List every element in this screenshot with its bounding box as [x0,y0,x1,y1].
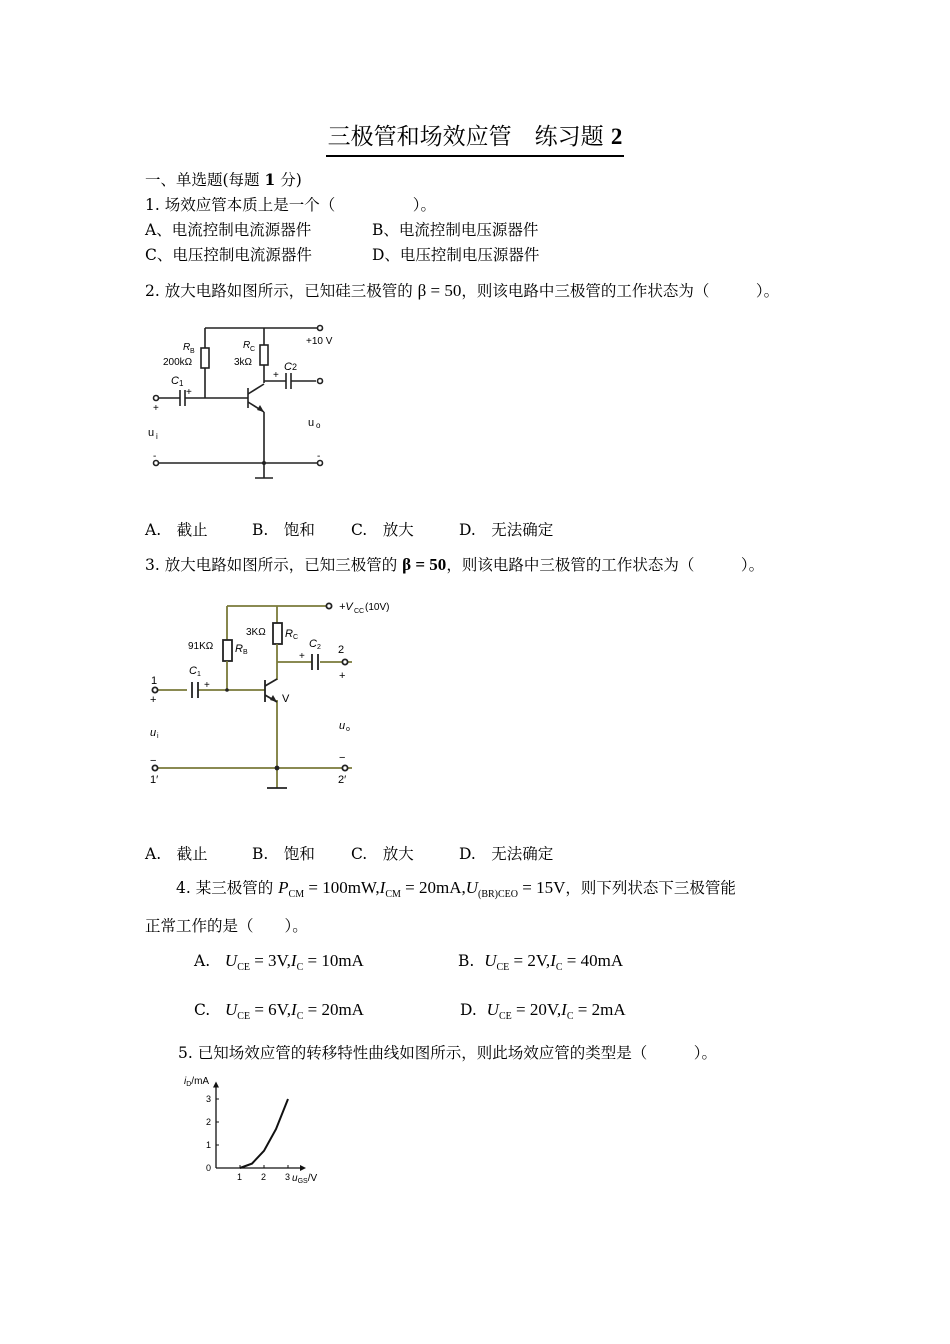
q4-d-u-val: = 20V, [511,1000,562,1019]
uo-sub: o [346,726,350,733]
rb-value: 200kΩ [163,357,193,368]
q3-option-d: D. 无法确定 [459,845,554,863]
y-axis-label-sub: D [186,1081,192,1088]
q4-option-d [460,1000,626,1022]
uo-sub: o [316,421,321,430]
circuit-diagram-q2 [140,318,360,488]
rb-sub: B [243,649,248,656]
y-axis-arrow [213,1082,219,1088]
q2-option-a: A. 截止 [145,521,208,539]
uo-label: u [339,720,346,732]
q2-stem-a: 2. 放大电路如图所示，已知硅三极管的 [145,282,413,300]
question-3-stem [145,553,764,575]
c2-label: C [284,361,292,373]
q4-b-i-val: = 40mA [562,951,624,970]
ui-sub: i [157,733,159,740]
rc-sub: C [293,634,299,641]
y-axis-label [184,1076,209,1088]
vcc-value: (10V) [365,602,390,613]
node-1: 1 [151,675,158,687]
q2-beta: β = 50 [417,281,462,300]
vcc-label: +10 V [306,336,333,347]
y-tick-label: 1 [206,1140,212,1150]
y-tick-label: 2 [206,1117,212,1127]
q1-option-c: C、电压控制电流源器件 [145,246,312,264]
param-icm-sym: I [379,878,386,897]
transistor-label: V [282,693,290,705]
node-1-prime: 1′ [150,774,159,786]
chart-axes [213,1082,306,1172]
section-label: 一、单选题(每题 [145,171,265,189]
q4-a-u-sub: CE [237,962,250,973]
q4-c-u: U [225,1000,238,1019]
q4-stem-b: ，则下列状态下三极管能 [565,879,736,897]
q4-a-i-sub: C [296,962,304,973]
q2-option-c: C. 放大 [351,521,414,539]
q4-option-a [194,951,364,973]
q4-b-i: I [550,951,556,970]
input-plus: + [153,403,159,414]
node-2: 2 [338,644,345,656]
rc-label: R [285,628,293,640]
q4-d-u-sub: CE [498,1011,512,1022]
rc-value: 3kΩ [234,357,253,368]
q3-option-b: B. 饱和 [252,845,315,863]
output-minus: - [317,451,321,462]
param-pcm-sub: CM [288,889,305,900]
q3-stem-b: ，则该电路中三极管的工作状态为（ ）。 [446,556,765,574]
circuit-diagram-q3 [140,595,420,800]
q4-a-i-val: = 10mA [303,951,364,970]
y-axis-label-unit: /mA [191,1076,210,1087]
section-suffix: 分) [275,171,302,189]
x-tick-label: 1 [237,1172,243,1182]
q4-c-u-sub: CE [237,1011,251,1022]
q2-stem-b: ，则该电路中三极管的工作状态为（ ）。 [461,282,780,300]
uo-label: u [308,417,315,429]
x-axis-arrow [300,1165,306,1171]
q4-a-u-val: = 3V, [249,951,291,970]
c1-sub: 1 [179,379,184,388]
c2-sub: 2 [317,644,321,651]
c1-plus: + [186,387,192,398]
q4-stem-a: 4. 某三极管的 [176,879,274,897]
q2-option-d: D. 无法确定 [459,521,554,539]
param-pcm-val: = 100mW, [304,878,380,897]
section-header [145,168,302,190]
transfer-characteristic-chart [170,1068,340,1193]
q3-option-c: C. 放大 [351,845,414,863]
q4-c-i: I [291,1000,297,1019]
rb-value: 91KΩ [188,641,214,652]
c1-label: C [189,665,197,677]
q4-b-i-sub: C [555,962,563,973]
q4-d-i: I [561,1000,567,1019]
c1-sub: 1 [197,671,201,678]
y-tick-label: 0 [206,1163,212,1173]
q4-d-u: U [486,1000,499,1019]
q4-option-c [194,1000,364,1022]
x-axis-label-unit: /V [307,1173,318,1184]
vcc-sub: CC [354,608,365,615]
q1-option-d: D、电压控制电压源器件 [372,246,540,264]
q4-a-u: U [224,951,238,970]
question-4-stem [176,876,736,900]
title-text: 三极管和场效应管 练习题 [327,124,611,150]
c2-plus: + [273,370,279,381]
param-ubr-sym: U [465,878,479,897]
rc-sub: C [250,346,256,353]
rc-value: 3KΩ [246,627,266,638]
q4-b-u: U [484,951,497,970]
rb-label: R [183,342,191,353]
q4-b-u-sub: CE [496,962,510,973]
chart-ticks [206,1094,290,1182]
c2-label: C [309,638,317,650]
page-title [0,118,950,157]
series-line [240,1099,288,1168]
q4-option-b [458,951,623,973]
param-ubr-sub: (BR)CEO [478,889,519,900]
question-5-stem: 5. 已知场效应管的转移特性曲线如图所示，则此场效应管的类型是（ ）。 [178,1044,717,1062]
input-minus: - [153,451,157,462]
param-pcm-sym: P [278,878,289,897]
q4-d-i-val: = 2mA [573,1000,626,1019]
q4-a-label: A. [194,952,211,970]
ui-sub: i [156,432,158,441]
vcc-label: +V [339,601,353,613]
param-icm-val: = 20mA, [400,878,466,897]
section-points: 1 [264,170,276,189]
x-tick-label: 3 [285,1172,291,1182]
c2-plus: + [299,651,305,662]
x-axis-label-sub: GS [297,1178,308,1185]
c1-label: C [171,375,179,387]
x-axis-label-var: u [292,1173,298,1184]
q4-c-u-val: = 6V, [250,1000,292,1019]
q4-b-u-val: = 2V, [509,951,551,970]
c2-sub: 2 [292,362,298,372]
q3-stem-a: 3. 放大电路如图所示，已知三极管的 [145,556,398,574]
q4-d-i-sub: C [566,1011,574,1022]
q4-c-i-val: = 20mA [303,1000,364,1019]
q4-params [278,878,566,900]
x-tick-label: 2 [261,1172,267,1182]
output-minus: − [339,752,346,764]
y-tick-label: 3 [206,1094,212,1104]
q4-stem-c: 正常工作的是（ ）。 [145,917,308,935]
q3-option-a: A. 截止 [145,845,208,863]
param-icm-sub: CM [385,889,401,900]
rb-label: R [235,643,243,655]
param-ubr-val: = 15V [518,878,566,897]
ui-label: u [148,427,155,439]
input-plus: + [150,694,157,706]
q4-b-label: B. [458,952,475,970]
x-axis-label [292,1173,317,1185]
rc-label: R [243,340,251,351]
output-plus: + [339,670,346,682]
q2-option-b: B. 饱和 [252,521,315,539]
q4-d-label: D. [460,1001,477,1019]
q4-c-label: C. [194,1001,211,1019]
node-2-prime: 2′ [338,774,347,786]
title-number: 2 [610,124,623,149]
c1-plus: + [204,680,210,691]
q1-option-a: A、电流控制电流源器件 [145,221,312,239]
q3-beta: β = 50 [402,555,447,574]
q4-c-i-sub: C [296,1011,304,1022]
y-axis-label-var: i [184,1076,187,1087]
question-2-stem [145,279,779,301]
q1-option-b: B、电流控制电压源器件 [372,221,539,239]
ui-label: u [150,727,157,739]
q4-a-i: I [290,951,297,970]
input-minus: − [150,755,157,767]
rb-sub: B [190,348,195,355]
question-1-stem: 1. 场效应管本质上是一个（ ）。 [145,196,436,214]
